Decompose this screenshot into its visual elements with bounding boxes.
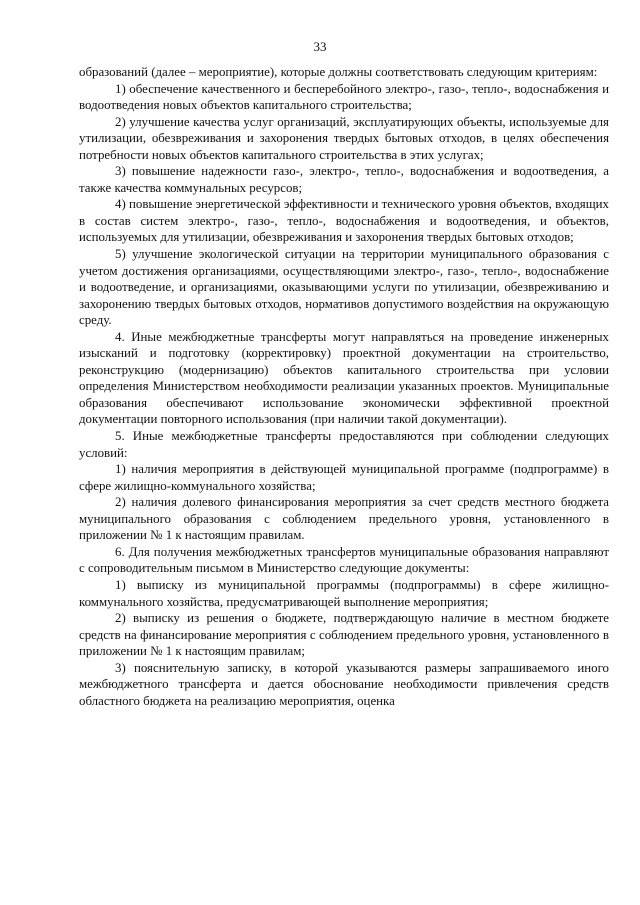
paragraph: 2) улучшение качества услуг организаций, эксплуатирующих объекты, используемые для утилизации, обезвреживания и захоронения твердых бытовых отходов, в целях обеспечения потребности новых объектов капитального строительства в этих услугах; (79, 114, 609, 162)
paragraph: 2) выписку из решения о бюджете, подтверждающую наличие в местном бюджете средств на финансирование мероприятия с соблюдением предельного уровня, установленного в приложении № 1 к настоящим правилам; (79, 611, 609, 659)
paragraph: 6. Для получения межбюджетных трансфертов муниципальные образования направляют с сопроводительным письмом в Министерство следующие документы: (79, 544, 609, 576)
paragraph: 4) повышение энергетической эффективности и технического уровня объектов, входящих в состав систем электро-, газо-, тепло-, водоснабжения и водоотведения, и объектов, используемых для утилизации, обезвреживания и захоронения твердых бытовых отходов; (79, 197, 609, 245)
paragraph: 5) улучшение экологической ситуации на территории муниципального образования с учетом достижения организациями, осуществляющими электро-, газо-, тепло-, водоснабжение и водоотведение, и организациями, оказывающими услуги по утилизации, обезвреживанию и захоронению твердых бытовых отходов, нормативов допустимого воздействия на окружающую среду. (79, 247, 609, 328)
paragraph: 1) обеспечение качественного и бесперебойного электро-, газо-, тепло-, водоснабжения и водоотведения новых объектов капитального строительства; (79, 81, 609, 113)
paragraph: 2) наличия долевого финансирования мероприятия за счет средств местного бюджета муниципального образования с соблюдением предельного уровня, установленного в приложении № 1 к настоящим правилам. (79, 495, 609, 543)
paragraph: 3) повышение надежности газо-, электро-, тепло-, водоснабжения и водоотведения, а также качества коммунальных ресурсов; (79, 164, 609, 195)
paragraph: 5. Иные межбюджетные трансферты предоставляются при соблюдении следующих условий: (79, 429, 609, 460)
document-body (79, 64, 609, 709)
paragraph: 1) наличия мероприятия в действующей муниципальной программе (подпрограмме) в сфере жилищно-коммунального хозяйства; (79, 462, 609, 493)
paragraph: 4. Иные межбюджетные трансферты могут направляться на проведение инженерных изысканий и подготовку (корректировку) проектной документации на строительство, реконструкцию (модернизацию) объектов капитального строительства при условии определения Министерством необходимости реализации указанных проектов. Муниципальные образования обеспечивают использование экономически эффективной проектной документации повторного использования (при наличии такой документации). (79, 329, 609, 427)
paragraph: 3) пояснительную записку, в которой указываются размеры запрашиваемого иного межбюджетного трансферта и дается обоснование необходимости привлечения средств областного бюджета на реализацию мероприятия, оценка (79, 660, 609, 708)
page-number: 33 (313, 39, 327, 54)
paragraph: 1) выписку из муниципальной программы (подпрограммы) в сфере жилищно-коммунального хозяйства, предусматривающей выполнение мероприятия; (79, 577, 609, 609)
paragraph: образований (далее – мероприятие), которые должны соответствовать следующим критериям: (79, 65, 598, 79)
